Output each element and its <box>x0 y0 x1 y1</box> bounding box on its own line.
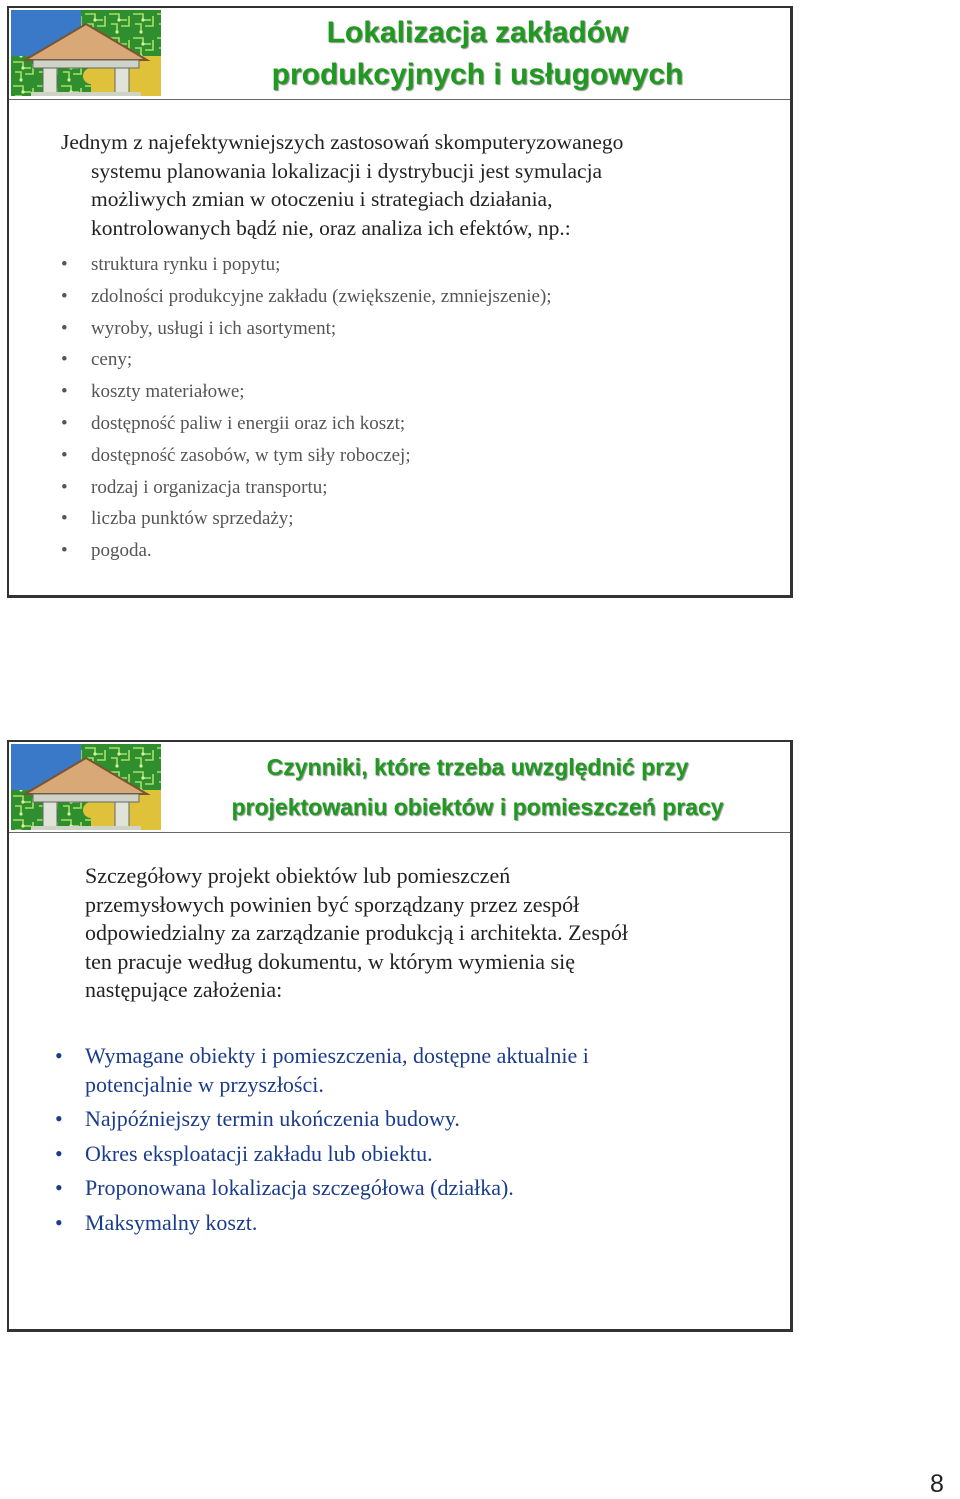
intro-line: następujące założenia: <box>85 977 283 1002</box>
bullet-icon: • <box>55 1140 63 1166</box>
slide-2-title-line-2: projektowaniu obiektów i pomieszczeń pracy <box>231 794 724 820</box>
intro-line: odpowiedzialny za zarządzanie produkcją i architekta. Zespół <box>85 920 629 945</box>
bullet-icon: • <box>61 508 68 530</box>
slide-1-bullet-list <box>61 249 552 567</box>
slide-1 <box>7 6 793 598</box>
list-item-text: koszty materiałowe; <box>91 381 245 403</box>
list-item <box>55 1140 589 1169</box>
slide-2-header <box>9 742 790 833</box>
list-item <box>61 408 552 440</box>
list-item-text: liczba punktów sprzedaży; <box>91 508 294 530</box>
intro-line: Szczegółowy projekt obiektów lub pomieszczeń <box>85 863 511 888</box>
slide-1-title-line-2: produkcyjnych i usługowych <box>271 57 684 91</box>
list-item <box>55 1174 589 1203</box>
bullet-icon: • <box>61 476 68 498</box>
slide-2-intro <box>85 862 775 1005</box>
slide-2 <box>7 740 793 1332</box>
list-item-text: pogoda. <box>91 540 152 562</box>
list-item-text: wyroby, usługi i ich asortyment; <box>91 317 337 339</box>
bullet-icon: • <box>61 444 68 466</box>
slide-2-bullet-list <box>55 1042 589 1243</box>
puzzle-house-logo-icon <box>11 744 161 830</box>
list-item-text: ceny; <box>91 349 133 371</box>
intro-line: przemysłowych powinien być sporządzany przez zespół <box>85 891 580 917</box>
bullet-icon: • <box>61 254 68 275</box>
list-item <box>61 535 552 567</box>
list-item <box>61 472 552 504</box>
list-item-text: dostępność paliw i energii oraz ich koszt; <box>91 412 406 434</box>
intro-line: ten pracuje według dokumentu, w którym wymienia się <box>85 948 575 974</box>
list-item-text: Okres eksploatacji zakładu lub obiektu. <box>85 1140 433 1166</box>
intro-line: możliwych zmian w otoczeniu i strategiach działania, <box>91 187 553 211</box>
slide-2-title <box>169 742 786 832</box>
list-item-text: struktura rynku i popytu; <box>91 254 281 275</box>
puzzle-house-logo-icon <box>11 10 161 96</box>
list-item-text: Proponowana lokalizacja szczegółowa (działka). <box>85 1175 514 1200</box>
bullet-icon: • <box>61 317 68 339</box>
intro-line: Jednym z najefektywniejszych zastosowań skomputeryzowanego <box>61 130 624 154</box>
bullet-icon: • <box>55 1043 63 1068</box>
bullet-icon: • <box>55 1175 63 1200</box>
list-item-text: Wymagane obiekty i pomieszczenia, dostępne aktualnie i <box>85 1043 589 1068</box>
list-item-text: Najpóźniejszy termin ukończenia budowy. <box>85 1106 460 1131</box>
bullet-icon: • <box>61 349 68 371</box>
slide-1-intro <box>61 128 761 242</box>
list-item <box>55 1105 589 1134</box>
bullet-icon: • <box>55 1106 63 1131</box>
bullet-icon: • <box>61 285 68 307</box>
intro-line: systemu planowania lokalizacji i dystrybucji jest symulacja <box>91 158 603 183</box>
slide-2-title-line-1: Czynniki, które trzeba uwzględnić przy <box>266 754 689 780</box>
list-item-text: Maksymalny koszt. <box>85 1209 258 1235</box>
intro-line: kontrolowanych bądź nie, oraz analiza ich efektów, np.: <box>91 215 571 240</box>
list-item <box>61 281 552 313</box>
bullet-icon: • <box>61 381 68 403</box>
slide-1-title <box>169 8 786 99</box>
list-item <box>55 1209 589 1238</box>
slide-1-header <box>9 8 790 100</box>
page-number: 8 <box>930 1470 944 1498</box>
list-item <box>61 376 552 408</box>
list-item-text-continued: potencjalnie w przyszłości. <box>85 1071 324 1097</box>
bullet-icon: • <box>55 1209 63 1235</box>
list-item-text: zdolności produkcyjne zakładu (zwiększenie, zmniejszenie); <box>91 285 552 307</box>
list-item <box>61 249 552 281</box>
list-item <box>61 344 552 376</box>
slide-1-title-line-1: Lokalizacja zakładów <box>326 15 629 49</box>
list-item-text: dostępność zasobów, w tym siły roboczej; <box>91 444 411 466</box>
bullet-icon: • <box>61 412 68 434</box>
bullet-icon: • <box>61 540 68 562</box>
list-item <box>61 313 552 345</box>
list-item <box>55 1042 589 1099</box>
list-item-text: rodzaj i organizacja transportu; <box>91 476 328 498</box>
list-item <box>61 503 552 535</box>
list-item <box>61 440 552 472</box>
